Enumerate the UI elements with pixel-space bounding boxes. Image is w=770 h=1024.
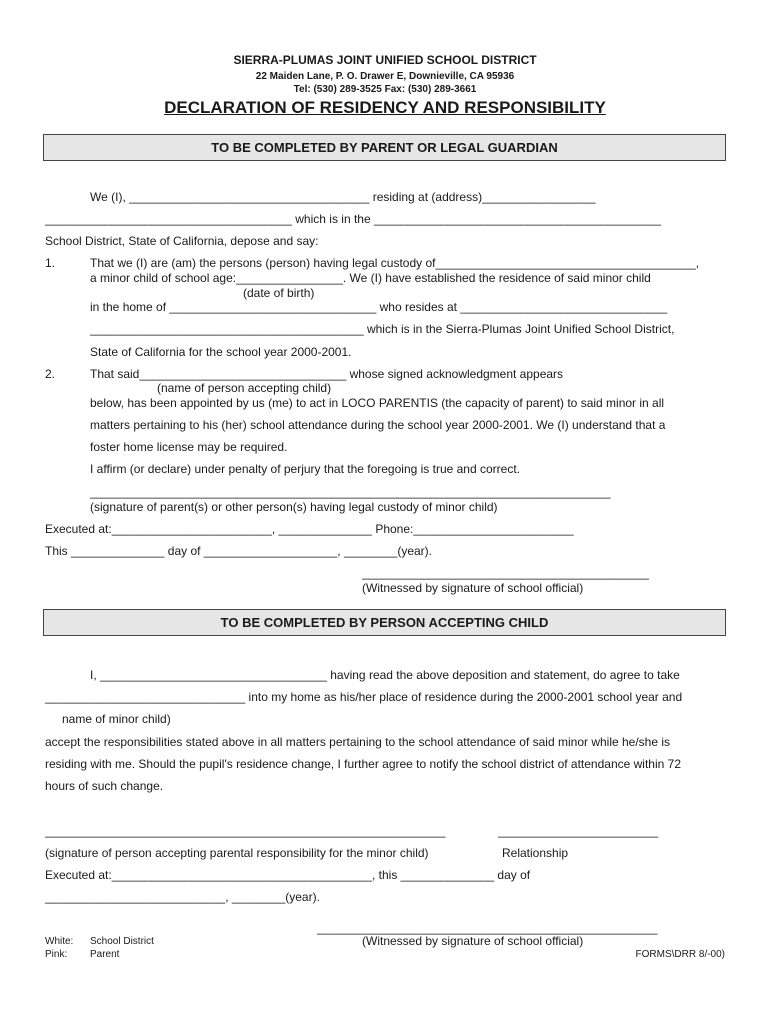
item2-line2: below, has been appointed by us (me) to act in LOCO PARENTIS (the capacity of parent) to said minor in all	[90, 396, 665, 410]
item2-number: 2.	[45, 367, 56, 381]
form-title: DECLARATION OF RESIDENCY AND RESPONSIBILITY	[164, 98, 606, 117]
district-address: 22 Maiden Lane, P. O. Drawer E, Downieville, CA 95936	[255, 71, 515, 82]
relationship-line: ________________________	[498, 824, 659, 838]
acceptor-executed-line: Executed at:_______________________________________, this ______________ day of	[45, 868, 531, 882]
parent-signature-line: ______________________________________________________________________________	[90, 485, 611, 499]
item1-line1: That we (I) are (am) the persons (person) having legal custody of_______________________________________,	[90, 256, 700, 270]
we-line: We (I), ____________________________________ residing at (address)_________________	[90, 190, 596, 204]
district-phone-fax: Tel: (530) 289-3525 Fax: (530) 289-3661	[293, 84, 477, 95]
dob-label: (date of birth)	[243, 286, 315, 300]
acceptor-year-line: ___________________________, ________(year).	[45, 890, 320, 904]
minor-child-label: name of minor child)	[62, 712, 171, 726]
this-day-line: This ______________ day of ____________________, ________(year).	[45, 544, 432, 558]
item2-line4: foster home license may be required.	[90, 440, 288, 454]
item1-line3: in the home of _______________________________ who resides at _______________________________	[90, 300, 668, 314]
acceptor-line1: I, __________________________________ having read the above deposition and statement, do agree to take	[90, 668, 680, 682]
acceptor-witness-line: ___________________________________________________	[317, 921, 658, 935]
section-parent-banner-label: TO BE COMPLETED BY PARENT OR LEGAL GUARDIAN	[211, 140, 558, 155]
item1-number: 1.	[45, 256, 56, 270]
item1-line2: a minor child of school age:________________. We (I) have established the residence of said minor child	[90, 271, 651, 285]
acceptor-signature-line: ____________________________________________________________	[45, 824, 446, 838]
copy-white-color: White:	[45, 936, 74, 947]
copy-pink-dest: Parent	[90, 949, 120, 960]
official-witness-label: (Witnessed by signature of school official)	[362, 581, 584, 595]
form-code: FORMS\DRR 8/-00)	[635, 949, 725, 960]
address-line: _____________________________________ which is in the ___________________________________________	[45, 212, 661, 226]
item1-line5: State of California for the school year 2000-2001.	[90, 345, 352, 359]
item2-line3: matters pertaining to his (her) school attendance during the school year 2000-2001. We (I) understand that a	[90, 418, 666, 432]
copy-white-dest: School District	[90, 936, 154, 947]
acceptor-line3: accept the responsibilities stated above in all matters pertaining to the school attendance of said minor while he/she is	[45, 735, 671, 749]
official-witness-line: ___________________________________________	[362, 566, 649, 580]
acceptor-line2: ______________________________ into my home as his/her place of residence during the 2000-2001 school year and	[45, 690, 683, 704]
section-parent-banner	[43, 134, 726, 161]
district-name: SIERRA-PLUMAS JOINT UNIFIED SCHOOL DISTRICT	[233, 53, 537, 67]
parent-signature-label: (signature of parent(s) or other person(s) having legal custody of minor child)	[90, 500, 498, 514]
copy-pink-color: Pink:	[45, 949, 68, 960]
acceptor-line4: residing with me. Should the pupil's residence change, I further agree to notify the school district of attendance within 72	[45, 757, 681, 771]
accepting-name-label: (name of person accepting child)	[157, 381, 332, 395]
section-acceptor-banner-label: TO BE COMPLETED BY PERSON ACCEPTING CHILD	[220, 615, 549, 630]
section-acceptor-banner	[43, 609, 726, 636]
depose-line: School District, State of California, depose and say:	[45, 234, 319, 248]
relationship-label: Relationship	[502, 846, 569, 860]
acceptor-witness-label: (Witnessed by signature of school official)	[362, 934, 584, 948]
acceptor-line5: hours of such change.	[45, 779, 164, 793]
acceptor-signature-label: (signature of person accepting parental responsibility for the minor child)	[45, 846, 429, 860]
item1-line4: _________________________________________ which is in the Sierra-Plumas Joint Unified School District,	[90, 322, 675, 336]
item2-line1: That said_______________________________ whose signed acknowledgment appears	[90, 367, 564, 381]
affirm-line: I affirm (or declare) under penalty of perjury that the foregoing is true and correct.	[90, 462, 520, 476]
executed-at-line: Executed at:________________________, ______________ Phone:________________________	[45, 522, 574, 536]
